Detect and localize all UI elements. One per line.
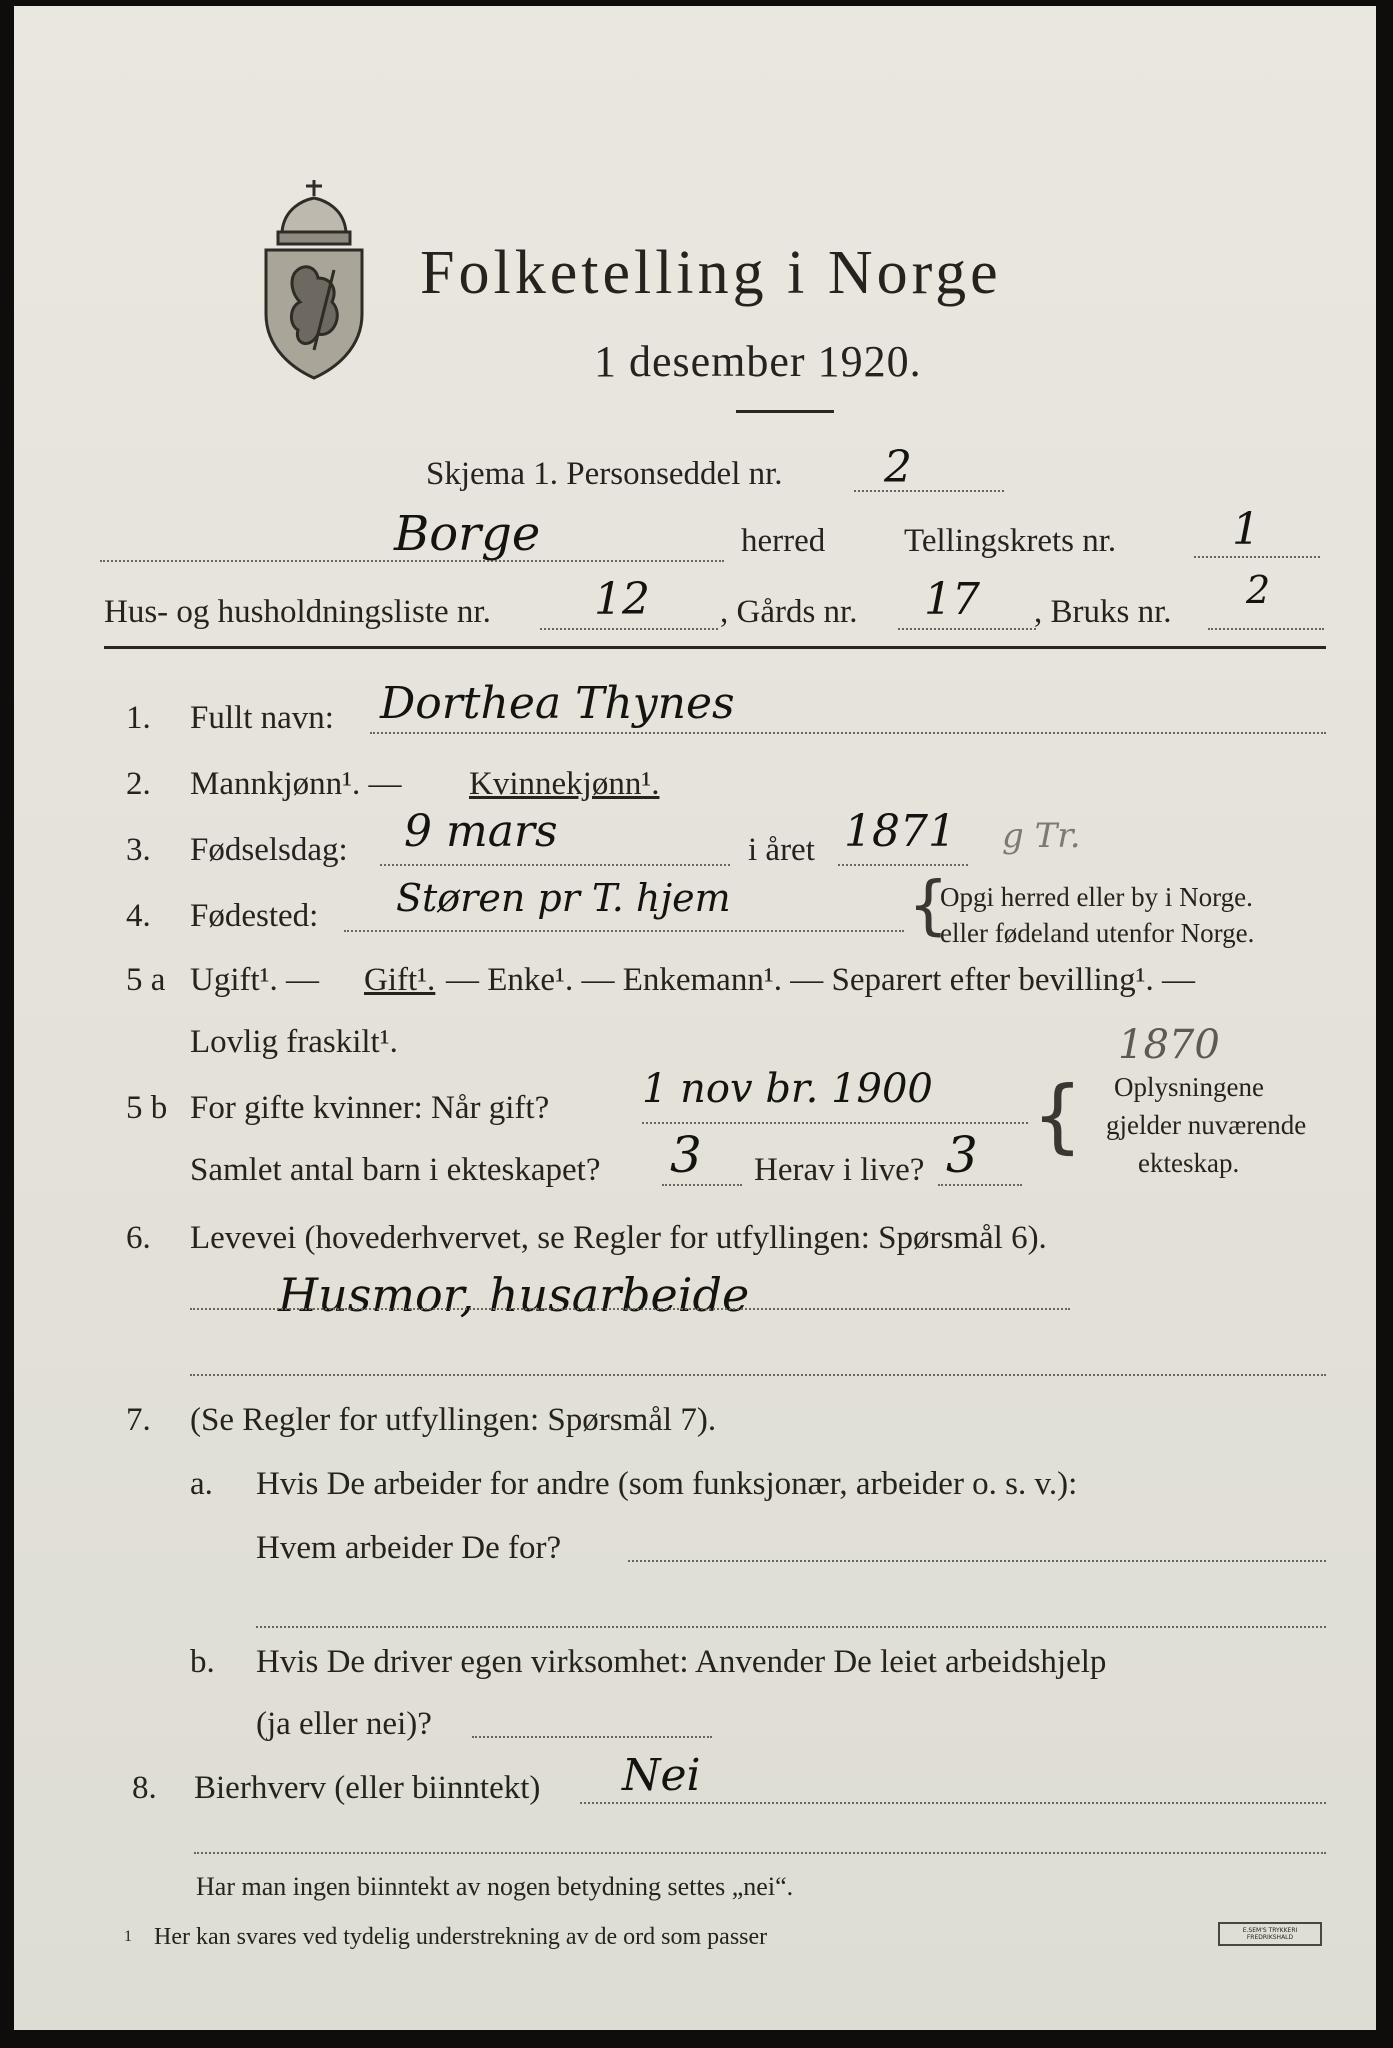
- q6-label: Levevei (hovederhvervet, se Regler for utfyllingen: Spørsmål 6).: [190, 1220, 1047, 1256]
- herred-value: Borge: [394, 506, 541, 562]
- tellingskrets-dots: [1194, 556, 1320, 558]
- census-date: 1 desember 1920.: [594, 337, 922, 386]
- q5b-margin-year: 1870: [1118, 1022, 1220, 1068]
- q7a-employer-dots: [628, 1560, 1326, 1562]
- q4-dots: [344, 930, 904, 932]
- q7b-yesno-dots: [472, 1736, 712, 1738]
- q4-label: Fødested:: [190, 898, 319, 934]
- q5b-hint-1: Oplysningene: [1114, 1072, 1264, 1102]
- gards-value: 17: [924, 574, 980, 625]
- bruks-label: , Bruks nr.: [1034, 594, 1172, 630]
- q6-dots-2: [190, 1374, 1326, 1376]
- q5b-hint-3: ekteskap.: [1138, 1148, 1240, 1178]
- q2-number: 2.: [126, 766, 151, 802]
- q5b-brace: {: [1032, 1069, 1083, 1162]
- q4-hint-1: Opgi herred eller by i Norge.: [940, 882, 1253, 912]
- q5a-number: 5 a: [126, 962, 166, 998]
- q5b-label: For gifte kvinner: Når gift?: [190, 1090, 550, 1126]
- skjema-value: 2: [884, 442, 912, 493]
- q7b-label: Hvis De driver egen virksomhet: Anvender De leiet arbeidshjelp: [256, 1644, 1107, 1680]
- q3-year-dots: [838, 864, 968, 866]
- q1-dots: [370, 732, 1326, 734]
- q4-brace: {: [908, 869, 949, 943]
- q8-value: Nei: [622, 1750, 701, 1801]
- footnote-mark: 1: [124, 1928, 132, 1945]
- q5b-value: 1 nov br. 1900: [642, 1066, 933, 1112]
- q3-margin-note: g Tr.: [1002, 816, 1081, 856]
- q5b-alive-label: Herav i live?: [754, 1152, 925, 1188]
- q1-label: Fullt navn:: [190, 700, 334, 736]
- q4-value: Støren pr T. hjem: [396, 876, 731, 920]
- q8-dots: [580, 1802, 1326, 1804]
- bruks-value: 2: [1246, 568, 1271, 612]
- q1-number: 1.: [126, 700, 151, 736]
- q7a-letter: a.: [190, 1466, 213, 1502]
- skjema-label: Skjema 1. Personseddel nr.: [426, 456, 783, 492]
- q5b-dots: [642, 1122, 1028, 1124]
- q8-label: Bierhverv (eller biinntekt): [194, 1770, 541, 1806]
- title-divider: [736, 410, 834, 413]
- q3-label: Fødselsdag:: [190, 832, 348, 868]
- q3-value: 9 mars: [404, 806, 558, 857]
- q5b-children-value: 3: [670, 1126, 702, 1184]
- printer-stamp-text: E.SEM'S TRYKKERI FREDRIKSHALD: [1242, 1927, 1298, 1941]
- tellingskrets-value: 1: [1232, 504, 1260, 555]
- herred-label: herred: [741, 523, 826, 559]
- q5a-unmarried: Ugift¹. —: [190, 962, 320, 998]
- skjema-dots: [854, 490, 1004, 492]
- q5b-children-dots: [662, 1184, 742, 1186]
- q5b-alive-value: 3: [946, 1126, 978, 1184]
- q6-dots-1: [190, 1308, 1070, 1310]
- q5a-other-options: — Enke¹. — Enkemann¹. — Separert efter bevilling¹. —: [446, 962, 1196, 998]
- q2-label-female: Kvinnekjønn¹.: [469, 766, 660, 802]
- q7-label: (Se Regler for utfyllingen: Spørsmål 7).: [190, 1402, 717, 1438]
- q7b-yesno-label: (ja eller nei)?: [256, 1706, 432, 1742]
- q6-value: Husmor, husarbeide: [278, 1268, 750, 1322]
- q5a-married: Gift¹.: [364, 962, 436, 998]
- q5b-children-label: Samlet antal barn i ekteskapet?: [190, 1152, 601, 1188]
- q3-number: 3.: [126, 832, 151, 868]
- q5b-hint-2: gjelder nuværende: [1106, 1110, 1307, 1140]
- q3-year-value: 1871: [844, 806, 956, 857]
- q3-dots: [380, 864, 730, 866]
- q7-number: 7.: [126, 1402, 151, 1438]
- bruks-dots: [1208, 628, 1324, 630]
- q7a-label: Hvis De arbeider for andre (som funksjonær, arbeider o. s. v.):: [256, 1466, 1078, 1502]
- q4-hint-2: eller fødeland utenfor Norge.: [940, 918, 1255, 948]
- q2-label-male: Mannkjønn¹. —: [190, 766, 402, 802]
- printer-stamp: [1218, 1922, 1322, 1946]
- husliste-dots: [540, 628, 718, 630]
- tellingskrets-label: Tellingskrets nr.: [904, 523, 1117, 559]
- norwegian-coat-of-arms-icon: [254, 174, 374, 384]
- husliste-value: 12: [594, 574, 650, 625]
- gards-label: , Gårds nr.: [720, 594, 858, 630]
- q8-extra-dots: [194, 1852, 1326, 1854]
- q7a-employer-label: Hvem arbeider De for?: [256, 1530, 562, 1566]
- q8-number: 8.: [132, 1770, 157, 1806]
- census-form-sheet: [14, 6, 1376, 2030]
- q1-value: Dorthea Thynes: [380, 678, 735, 729]
- q3-year-label: i året: [748, 832, 815, 868]
- q5b-alive-dots: [938, 1184, 1022, 1186]
- q6-number: 6.: [126, 1220, 151, 1256]
- form-title: Folketelling i Norge: [420, 239, 1002, 307]
- q7a-extra-dots: [256, 1626, 1326, 1628]
- q5b-number: 5 b: [126, 1090, 168, 1126]
- q4-number: 4.: [126, 898, 151, 934]
- q5a-divorced: Lovlig fraskilt¹.: [190, 1024, 398, 1060]
- footer-note: Har man ingen biinntekt av nogen betydning settes „nei“.: [196, 1872, 794, 1901]
- footnote: Her kan svares ved tydelig understrekning av de ord som passer: [154, 1924, 768, 1950]
- gards-dots: [898, 628, 1036, 630]
- header-rule: [104, 646, 1326, 649]
- husliste-label: Hus- og husholdningsliste nr.: [104, 594, 491, 630]
- q7b-letter: b.: [190, 1644, 215, 1680]
